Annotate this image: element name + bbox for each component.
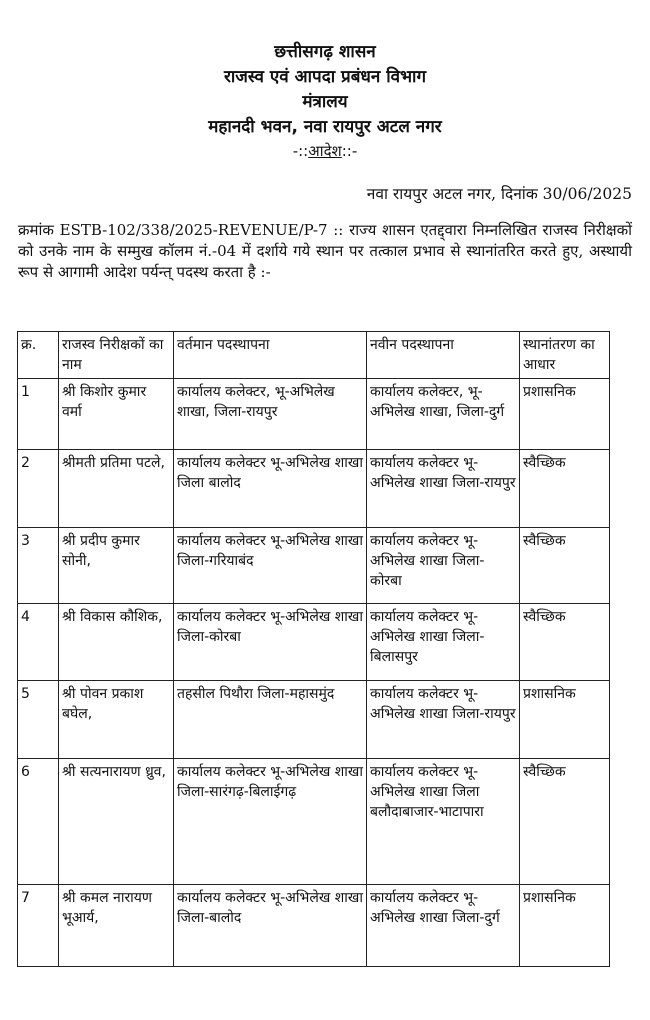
row-serial: 2: [18, 450, 59, 528]
order-title-prefix: -::: [292, 142, 309, 160]
row-current-posting: कार्यालय कलेक्टर भू-अभिलेख शाखा जिला-बालोद: [174, 885, 367, 967]
header-current-posting: वर्तमान पदस्थापना: [174, 332, 367, 379]
row-new-posting: कार्यालय कलेक्टर भू-अभिलेख शाखा जिला बलौदाबाजार-भाटापारा: [367, 759, 520, 885]
row-current-posting: कार्यालय कलेक्टर भू-अभिलेख शाखा जिला-गरियाबंद: [174, 528, 367, 604]
row-inspector-name: श्री विकास कौशिक,: [59, 604, 174, 681]
place-date-line: नवा रायपुर अटल नगर, दिनांक 30/06/2025: [366, 185, 632, 203]
order-title-text: आदेश: [308, 142, 342, 160]
row-current-posting: कार्यालय कलेक्टर भू-अभिलेख शाखा जिला-सारंगढ़-बिलाईगढ़: [174, 759, 367, 885]
ministry-name: मंत्रालय: [302, 92, 348, 112]
header-new-posting: नवीन पदस्थापना: [367, 332, 520, 379]
row-inspector-name: श्री कमल नारायण भूआर्य,: [59, 885, 174, 967]
header-serial: क्र.: [18, 332, 59, 379]
row-transfer-basis: प्रशासनिक: [520, 885, 610, 967]
table-row: [18, 528, 610, 604]
order-title-suffix: ::-: [341, 142, 358, 160]
header-transfer-basis: स्थानांतरण का आधार: [520, 332, 610, 379]
transfer-table: [17, 331, 610, 967]
row-new-posting: कार्यालय कलेक्टर भू-अभिलेख शाखा जिला-दुर्ग: [367, 885, 520, 967]
row-new-posting: कार्यालय कलेक्टर भू-अभिलेख शाखा जिला-रायपुर: [367, 450, 520, 528]
row-current-posting: तहसील पिथौरा जिला-महासमुंद: [174, 681, 367, 759]
row-inspector-name: श्रीमती प्रतिमा पटले,: [59, 450, 174, 528]
row-inspector-name: श्री पोवन प्रकाश बघेल,: [59, 681, 174, 759]
row-current-posting: कार्यालय कलेक्टर, भू-अभिलेख शाखा, जिला-रायपुर: [174, 379, 367, 450]
row-current-posting: कार्यालय कलेक्टर भू-अभिलेख शाखा जिला बालोद: [174, 450, 367, 528]
row-inspector-name: श्री किशोर कुमार वर्मा: [59, 379, 174, 450]
table-row: [18, 450, 610, 528]
row-serial: 4: [18, 604, 59, 681]
table-row: [18, 681, 610, 759]
table-header-row: [18, 332, 610, 379]
row-inspector-name: श्री प्रदीप कुमार सोनी,: [59, 528, 174, 604]
row-transfer-basis: प्रशासनिक: [520, 681, 610, 759]
table-row: [18, 379, 610, 450]
row-serial: 5: [18, 681, 59, 759]
row-inspector-name: श्री सत्यनारायण ध्रुव,: [59, 759, 174, 885]
row-new-posting: कार्यालय कलेक्टर भू-अभिलेख शाखा जिला-रायपुर: [367, 681, 520, 759]
row-serial: 3: [18, 528, 59, 604]
row-new-posting: कार्यालय कलेक्टर भू-अभिलेख शाखा जिला- कोरबा: [367, 528, 520, 604]
department-name: राजस्व एवं आपदा प्रबंधन विभाग: [223, 67, 427, 87]
row-serial: 7: [18, 885, 59, 967]
row-transfer-basis: प्रशासनिक: [520, 379, 610, 450]
table-row: [18, 885, 610, 967]
row-current-posting: कार्यालय कलेक्टर भू-अभिलेख शाखा जिला-कोरबा: [174, 604, 367, 681]
row-transfer-basis: स्वैच्छिक: [520, 450, 610, 528]
table-row: [18, 604, 610, 681]
row-transfer-basis: स्वैच्छिक: [520, 604, 610, 681]
row-transfer-basis: स्वैच्छिक: [520, 759, 610, 885]
government-name: छत्तीसगढ़ शासन: [274, 42, 376, 62]
document-header: [0, 0, 650, 162]
row-serial: 1: [18, 379, 59, 450]
row-new-posting: कार्यालय कलेक्टर भू-अभिलेख शाखा जिला-बिलासपुर: [367, 604, 520, 681]
table-row: [18, 759, 610, 885]
office-address: महानदी भवन, नवा रायपुर अटल नगर: [208, 117, 442, 137]
header-inspector-name: राजस्व निरीक्षकों का नाम: [59, 332, 174, 379]
order-body-text: क्रमांक ESTB-102/338/2025-REVENUE/P-7 :: राज्य शासन एतद्द्वारा निम्नलिखित राजस्व निरीक्षकों को उनके नाम के सम्मुख कॉलम नं.-04 में दर्शाये गये स्थान पर तत्काल प्रभाव से स्थानांतरित करते हुए, अस्थायी रूप से आगामी आदेश पर्यन्त् पदस्थ करता है :-: [18, 221, 632, 281]
order-title: [0, 140, 650, 162]
row-new-posting: कार्यालय कलेक्टर, भू-अभिलेख शाखा, जिला-दुर्ग: [367, 379, 520, 450]
row-transfer-basis: स्वैच्छिक: [520, 528, 610, 604]
row-serial: 6: [18, 759, 59, 885]
